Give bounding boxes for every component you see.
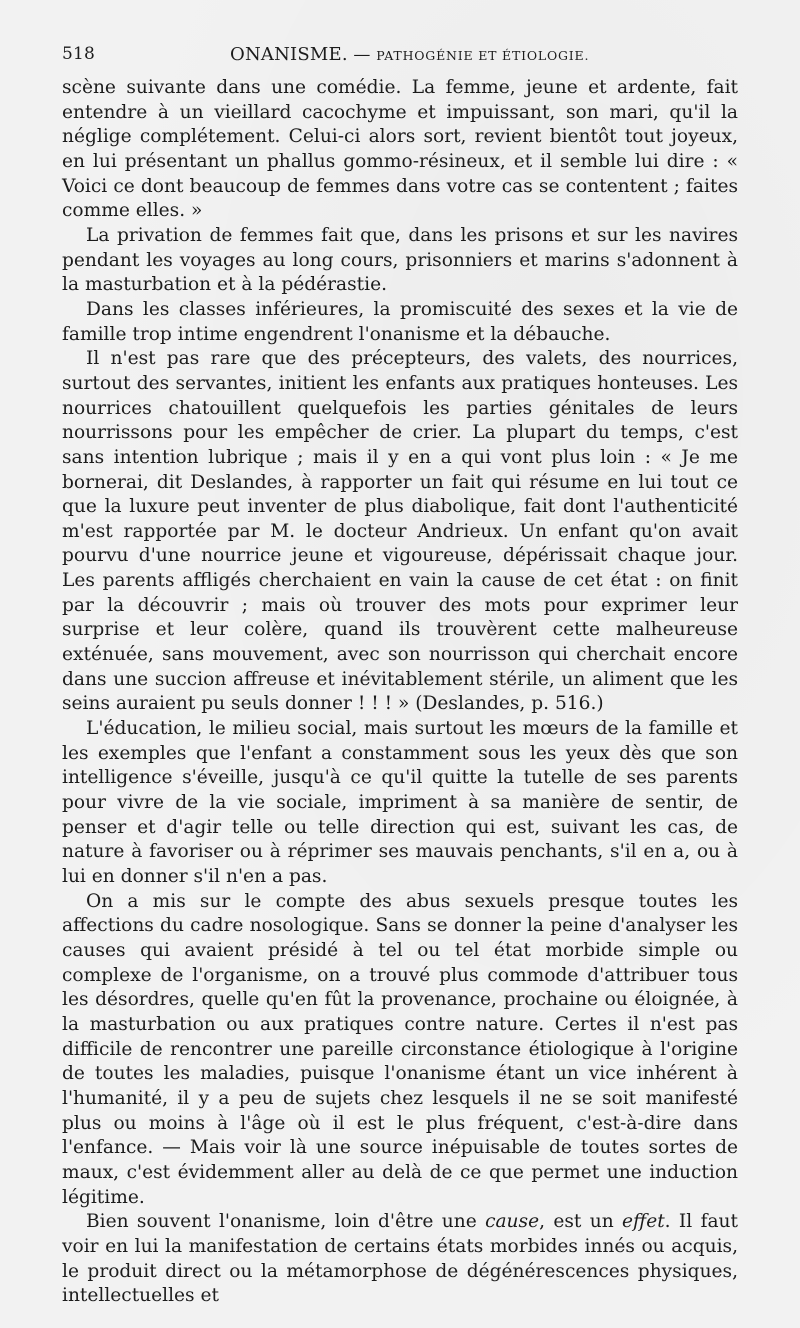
paragraph-education: L'éducation, le milieu social, mais surtout les mœurs de la famille et les exemples que l'enfant a constamment sous les yeux dès que son intelligence s'éveille, jusqu'à ce qu'il quitte la tutelle de ses parents pour vivre de la vie sociale, impriment à sa manière de sentir, de penser et d'agir telle ou telle direction qui est, suivant les cas, de nature à favoriser ou à réprimer ses mauvais penchants, s'il en a, ou à lui en donner s'il n'en a pas. [62, 718, 738, 887]
emphasis-effet: effet [622, 1211, 665, 1233]
running-title-separator: — [353, 45, 371, 65]
text-fragment: Bien souvent l'onanisme, loin d'être une [86, 1211, 486, 1233]
page-number: 518 [62, 44, 96, 64]
text-fragment: . Il faut voir en lui la manifestation de certains états morbides innés ou acquis, le produit direct ou la métamorphose de dégénérescences physiques, intellectuelles et [62, 1211, 738, 1307]
body-text [62, 76, 738, 1309]
paragraph-abus: On a mis sur le compte des abus sexuels presque toutes les affections du cadre nosologique. Sans se donner la peine d'analyser les causes qui avaient présidé à tel ou tel état morbide simple ou complexe de l'organisme, on a trouvé plus commode d'attribuer tous les désordres, quelle qu'en fût la provenance, prochaine ou éloignée, à la masturbation ou aux pratiques contre nature. Certes il n'est pas difficile de rencontrer une pareille circonstance étiologique à l'origine de toutes les maladies, puisque l'onanisme étant un vice inhérent à l'humanité, il y a peu de sujets chez lesquels il ne se soit manifesté plus ou moins à l'âge où il est le plus fréquent, c'est-à-dire dans l'enfance. — Mais voir là une source inépuisable de toutes sortes de maux, c'est évidemment aller au delà de ce que permet une induction légitime. [62, 890, 738, 1208]
paragraph-cause-effet [62, 1210, 738, 1309]
running-title-main: ONANISME. [230, 44, 348, 65]
paragraph-classes: Dans les classes inférieures, la promiscuité des sexes et la vie de famille trop intime engendrent l'onanisme et la débauche. [62, 298, 738, 345]
paragraph-continuation: scène suivante dans une comédie. La femme, jeune et ardente, fait entendre à un vieillard cacochyme et impuissant, son mari, qu'il la néglige complétement. Celui-ci alors sort, revient bientôt tout joyeux, en lui présentant un phallus gommo-résineux, et il semble lui dire : « Voici ce dont beaucoup de femmes dans votre cas se contentent ; faites comme elles. » [62, 77, 738, 222]
running-title [230, 44, 589, 65]
emphasis-cause: cause [485, 1211, 540, 1233]
text-fragment: , est un [539, 1211, 623, 1233]
running-title-subtitle: PATHOGÉNIE ET ÉTIOLOGIE. [376, 48, 590, 63]
paragraph-nourrices: Il n'est pas rare que des précepteurs, des valets, des nourrices, surtout des servantes, initient les enfants aux pratiques honteuses. Les nourrices chatouillent quelquefois les parties génitales de leurs nourrissons pour les empêcher de crier. La plupart du temps, c'est sans intention lubrique ; mais il y en a qui vont plus loin : « Je me bornerai, dit Deslandes, à rapporter un fait qui résume en lui tout ce que la luxure peut inventer de plus diabolique, fait dont l'authenticité m'est rapportée par M. le docteur Andrieux. Un enfant qu'on avait pourvu d'une nourrice jeune et vigoureuse, dépérissait chaque jour. Les parents affligés cherchaient en vain la cause de cet état : on finit par la découvrir ; mais où trouver des mots pour exprimer leur surprise et leur colère, quand ils trouvèrent cette malheureuse exténuée, sans mouvement, avec son nourrisson qui cherchait encore dans une succion affreuse et inévitablement stérile, un aliment que les seins auraient pu seuls donner ! ! ! » (Deslandes, p. 516.) [62, 348, 738, 715]
paragraph-privation: La privation de femmes fait que, dans les prisons et sur les navires pendant les voyages au long cours, prisonniers et marins s'adonnent à la masturbation et à la pédérastie. [62, 224, 738, 296]
running-header [62, 44, 738, 74]
